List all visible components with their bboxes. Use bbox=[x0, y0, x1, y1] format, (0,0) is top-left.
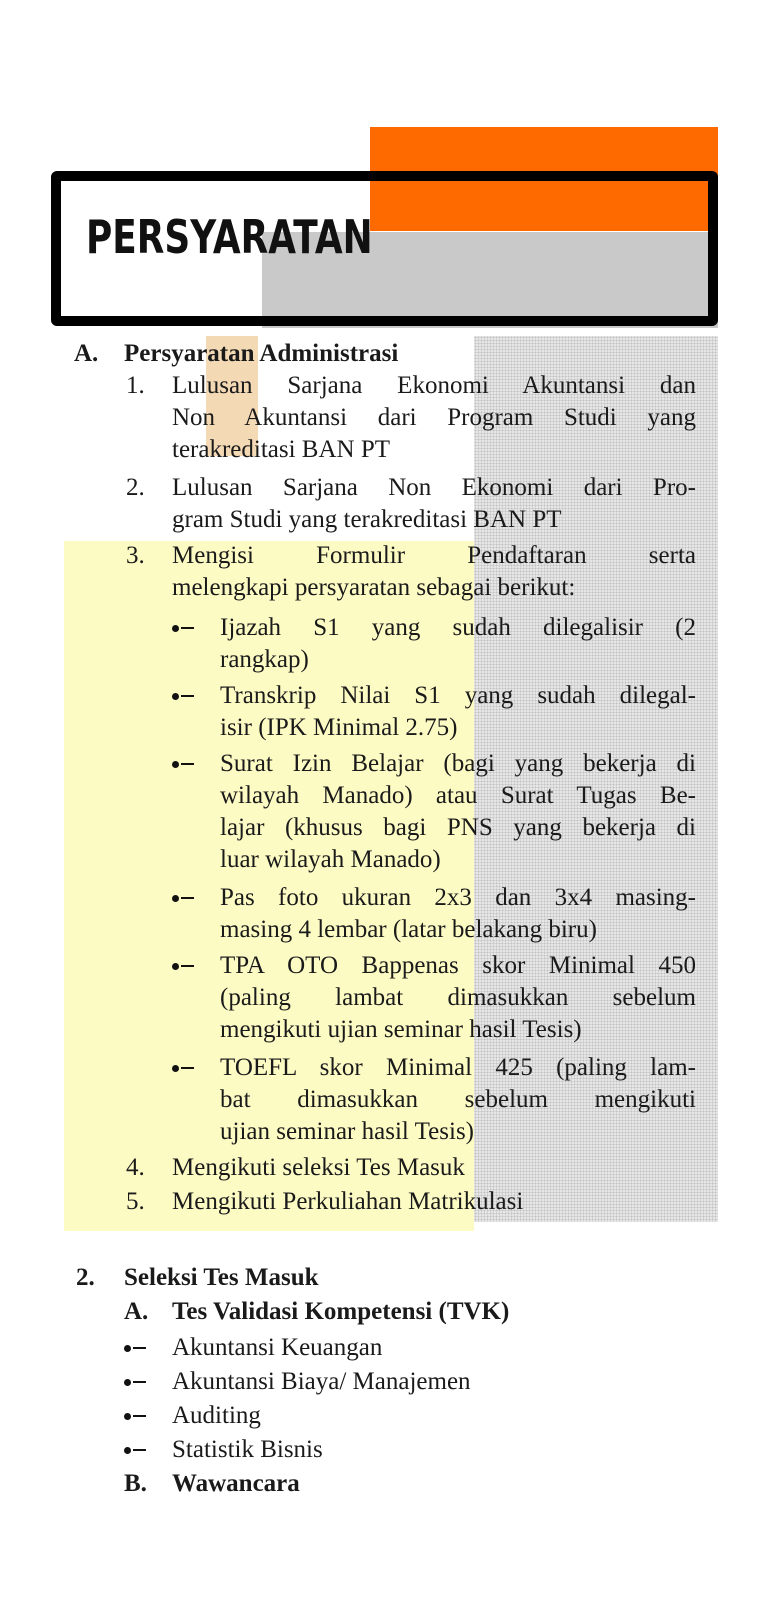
list-item: Mengikuti Perkuliahan Matrikulasi bbox=[172, 1188, 524, 1215]
bullet-icon bbox=[172, 882, 196, 914]
sub-b-letter: B. bbox=[124, 1470, 147, 1497]
bullet-icon bbox=[172, 950, 196, 982]
bullet-icon bbox=[124, 1332, 148, 1364]
section-2-number: 2. bbox=[76, 1264, 95, 1291]
bullet-icon bbox=[124, 1400, 148, 1432]
sub-b-heading: Wawancara bbox=[172, 1470, 300, 1497]
item-number: 3. bbox=[126, 542, 145, 569]
item-number: 4. bbox=[126, 1154, 145, 1181]
section-2-heading: Seleksi Tes Masuk bbox=[124, 1264, 319, 1291]
sub-a-heading: Tes Validasi Kompetensi (TVK) bbox=[172, 1298, 510, 1325]
bullet-icon bbox=[172, 748, 196, 780]
bullet-icon bbox=[172, 680, 196, 712]
section-a-letter: A. bbox=[74, 340, 99, 367]
bullet-icon bbox=[124, 1366, 148, 1398]
bullet-icon bbox=[124, 1434, 148, 1466]
list-item: Akuntansi Keuangan bbox=[172, 1334, 383, 1361]
item-number: 2. bbox=[126, 474, 145, 501]
section-a-heading: Persyaratan Administrasi bbox=[124, 340, 399, 367]
list-item: Mengikuti seleksi Tes Masuk bbox=[172, 1154, 465, 1181]
list-item: Auditing bbox=[172, 1402, 261, 1429]
list-item: Statistik Bisnis bbox=[172, 1436, 323, 1463]
bullet-icon bbox=[172, 1052, 196, 1084]
item-number: 1. bbox=[126, 372, 145, 399]
list-item: Akuntansi Biaya/ Manajemen bbox=[172, 1368, 471, 1395]
page-title: PERSYARATAN bbox=[86, 210, 373, 264]
item-number: 5. bbox=[126, 1188, 145, 1215]
sub-a-letter: A. bbox=[124, 1298, 149, 1325]
bullet-icon bbox=[172, 612, 196, 644]
